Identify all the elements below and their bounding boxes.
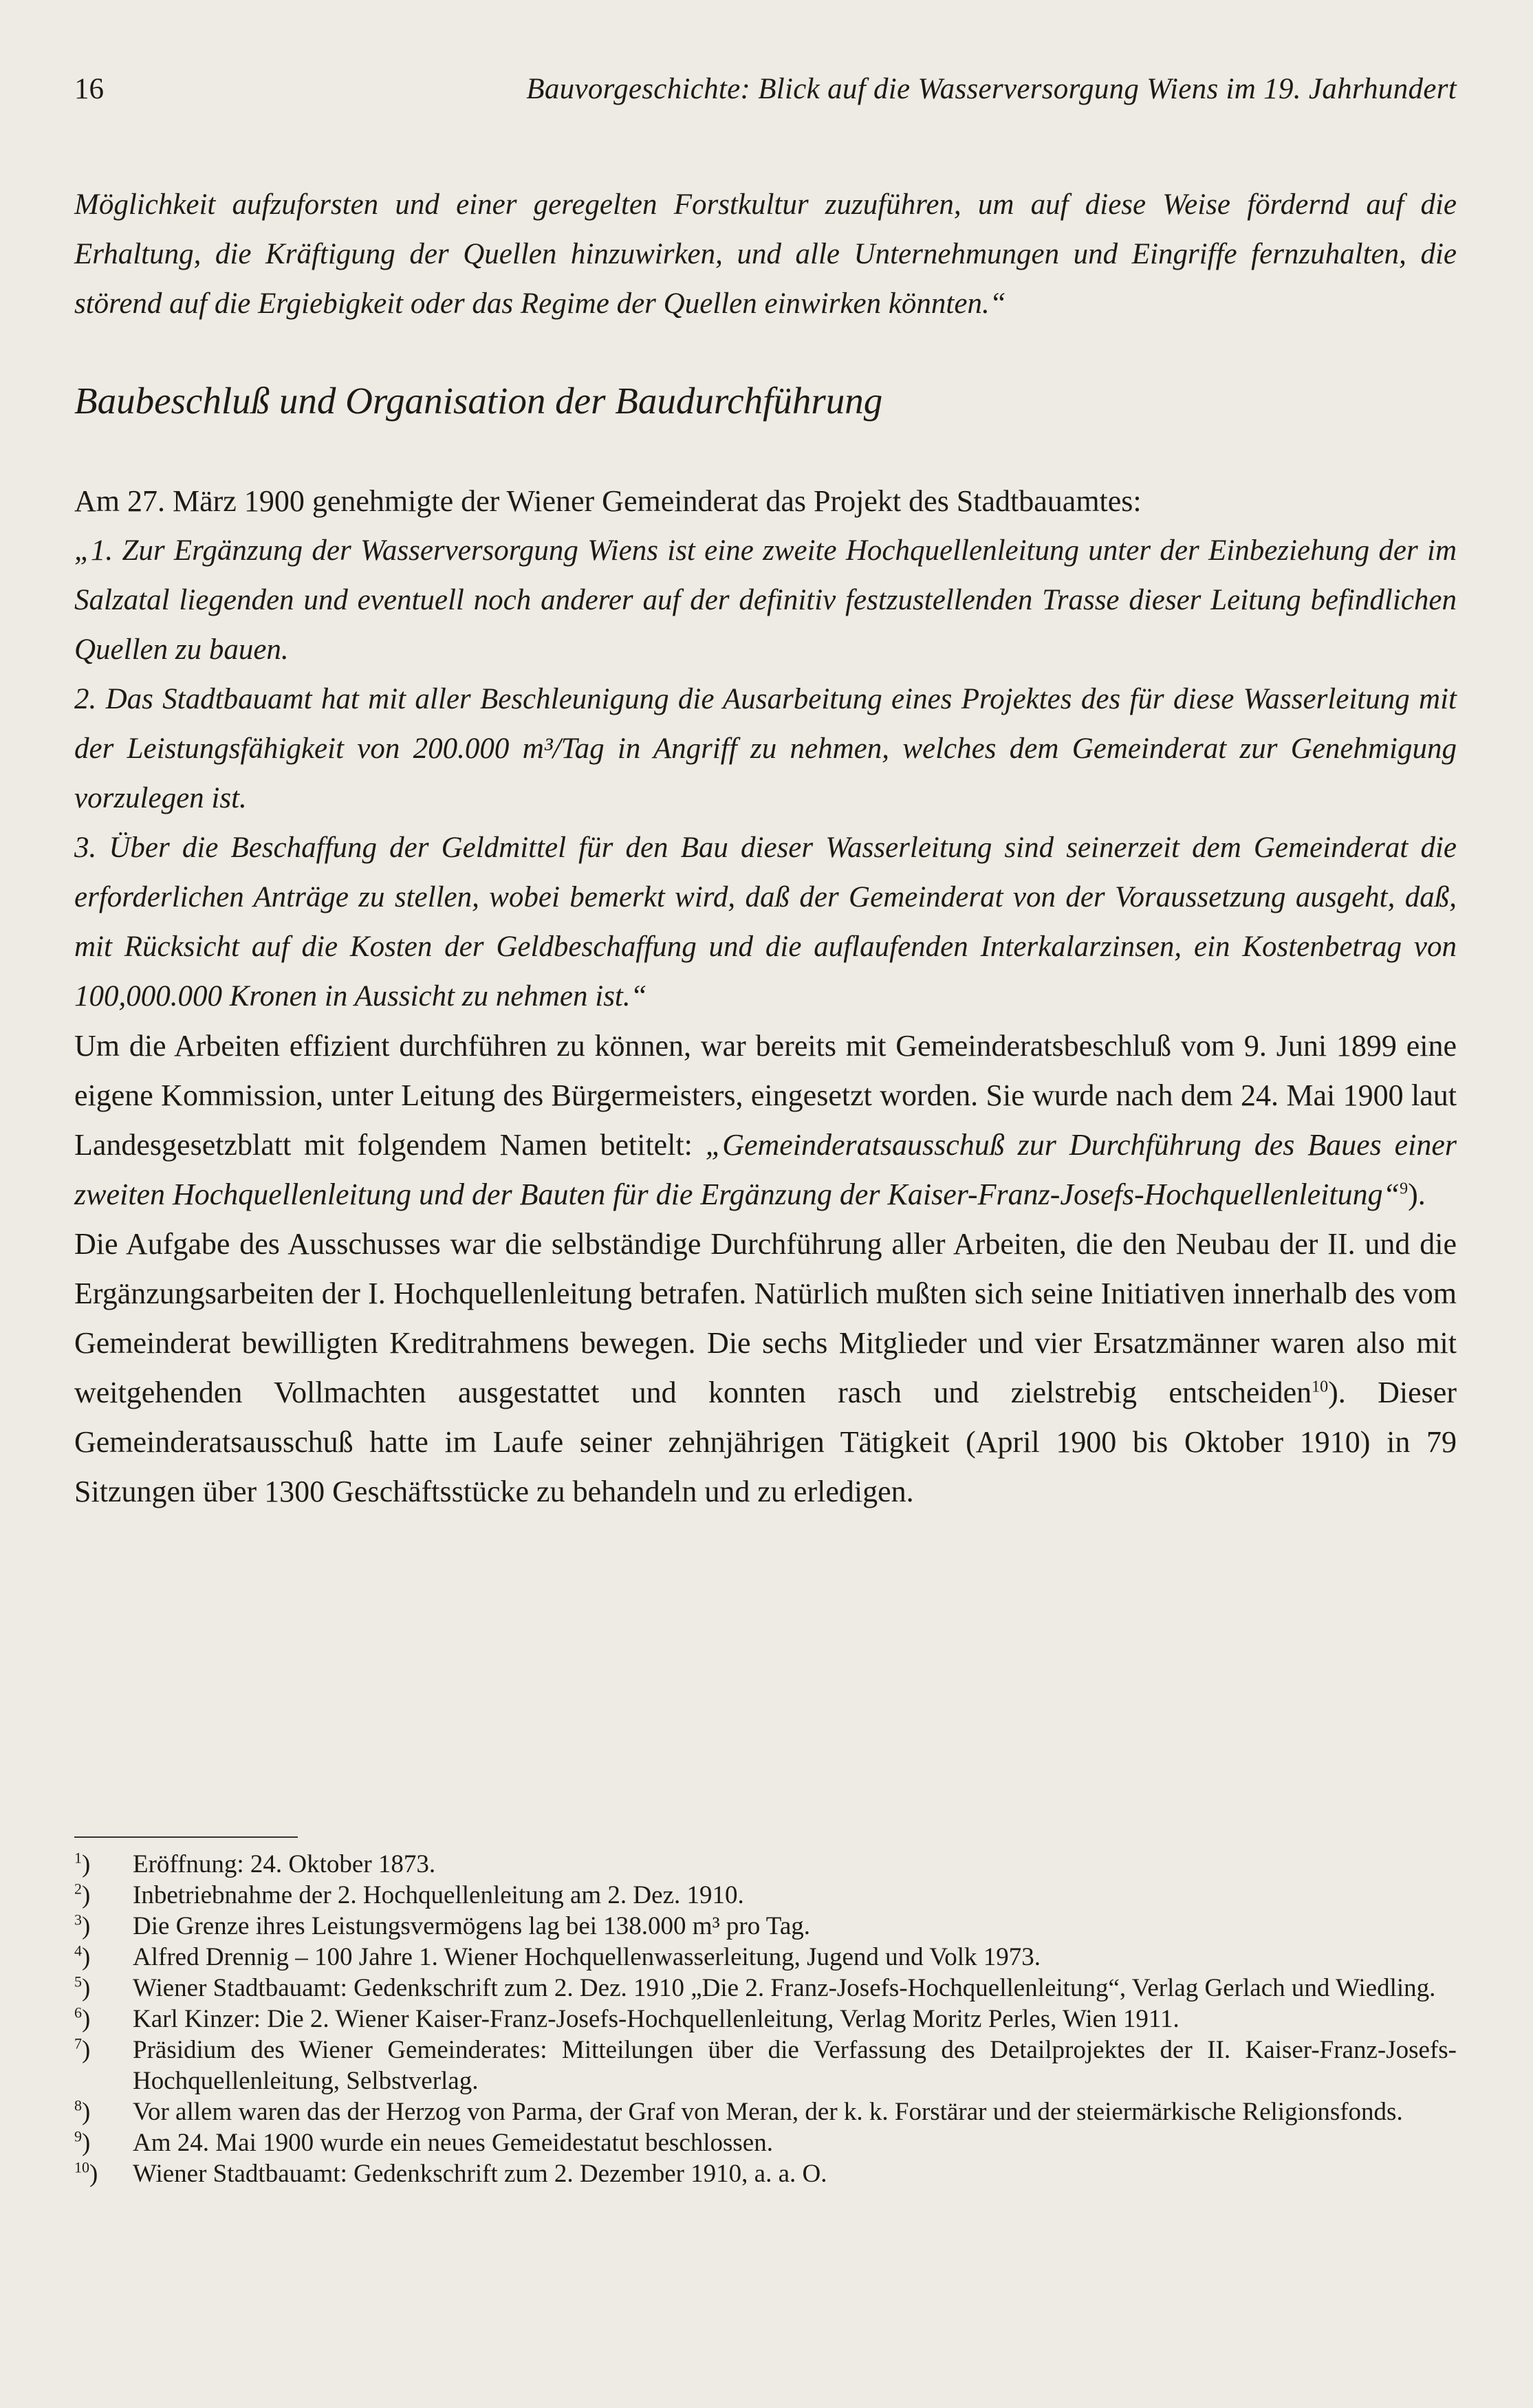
page-number: 16 <box>74 73 104 105</box>
footnote-text: Am 24. Mai 1900 wurde ein neues Gemeidestatut beschlossen. <box>133 2129 773 2157</box>
footnote-text: Karl Kinzer: Die 2. Wiener Kaiser-Franz-Josefs-Hochquellenleitung, Verlag Moritz Perles, Wien 1911. <box>133 2005 1179 2033</box>
footnote-text: Inbetriebnahme der 2. Hochquellenleitung am 2. Dez. 1910. <box>133 1881 744 1909</box>
footnote <box>74 1973 1457 2004</box>
resolution-item-2: 2. Das Stadtbauamt hat mit aller Beschleunigung die Ausarbeitung eines Projektes des für diese Wasserleitung mit der Leistungsfähigkeit von 200.000 m³/Tag in Angriff zu nehmen, welches dem Gemeinderat zur Genehmigung vorzulegen ist. <box>74 683 1457 814</box>
footnote <box>74 2004 1457 2035</box>
resolution-item-3: 3. Über die Beschaffung der Geldmittel für den Bau dieser Wasserleitung sind seinerzeit dem Gemeinderat die erforderlichen Anträge zu stellen, wobei bemerkt wird, daß der Gemeinderat von der Voraussetzung ausgeht, daß, mit Rücksicht auf die Kosten der Geldbeschaffung und die auflaufenden Interkalarzinsen, ein Kostenbetrag von 100,000.000 Kronen in Aussicht zu nehmen ist.“ <box>74 832 1457 1012</box>
footnote-text: Präsidium des Wiener Gemeinderates: Mitteilungen über die Verfassung des Detailprojektes der II. Kaiser-Franz-Josefs-Hochquellenleitung, Selbstverlag. <box>133 2036 1457 2095</box>
footnote <box>74 1880 1457 1911</box>
intro-paragraph: Am 27. März 1900 genehmigte der Wiener Gemeinderat das Projekt des Stadtbauamtes: <box>74 484 1142 518</box>
footnote <box>74 1911 1457 1942</box>
main-text <box>74 180 1457 1517</box>
section-heading: Baubeschluß und Organisation der Baudurchführung <box>74 380 883 422</box>
committee-text-2: ). Dieser Gemeinderatsausschuß hatte im Laufe seiner zehnjährigen Tätigkeit (April 1900 bis Oktober 1910) in 79 Sitzungen über 1300 Geschäftsstücke zu behandeln und zu erledigen. <box>74 1376 1457 1508</box>
footnote-marker: $^7$) <box>74 2035 91 2064</box>
footnote <box>74 1849 1457 1880</box>
running-title: Bauvorgeschichte: Blick auf die Wasserversorgung Wiens im 19. Jahrhundert <box>526 73 1457 105</box>
footnote-ref-10[interactable]: 10 <box>1312 1378 1329 1396</box>
footnote-text: Vor allem waren das der Herzog von Parma, der Graf von Meran, der k. k. Forstärar und der steiermärkische Religionsfonds. <box>133 2098 1403 2126</box>
footnote-marker: $^8$) <box>74 2096 91 2126</box>
footnote <box>74 1942 1457 1973</box>
footnote-marker: $^5$) <box>74 1973 91 2002</box>
resolution-item-1: „1. Zur Ergänzung der Wasserversorgung Wiens ist eine zweite Hochquellenleitung unter der Einbeziehung der im Salzatal liegenden und eventuell noch anderer auf der definitiv festzustellenden Trasse dieser Leitung befindlichen Quellen zu bauen. <box>74 534 1457 666</box>
footnote-marker: $^2$) <box>74 1880 91 1909</box>
footnote-text: Wiener Stadtbauamt: Gedenkschrift zum 2. Dez. 1910 „Die 2. Franz-Josefs-Hochquellenleitung“, Verlag Gerlach und Wiedling. <box>133 1974 1436 2002</box>
commission-tail: ). <box>1408 1178 1426 1211</box>
footnotes <box>74 1849 1457 2189</box>
footnote-ref-9[interactable]: 9 <box>1400 1180 1409 1198</box>
footnote <box>74 2127 1457 2158</box>
footnote-text: Eröffnung: 24. Oktober 1873. <box>133 1850 436 1878</box>
footnote-marker: $^{10}$) <box>74 2158 98 2188</box>
commission-lead: Um die Arbeiten effizient durchführen zu können, war bereits mit Gemeinderatsbeschluß vom 9. Juni 1899 eine eigene Kommission, unter Leitung des Bürgermeisters, eingesetzt worden. Sie wurde nach dem 24. Mai 1900 laut Landesgesetzblatt mit folgendem Namen betitelt: <box>74 1029 1457 1162</box>
footnote-divider <box>74 1836 298 1838</box>
footnote <box>74 2096 1457 2127</box>
quote-continuation: Möglichkeit aufzuforsten und einer geregelten Forstkultur zuzuführen, um auf diese Weise fördernd auf die Erhaltung, die Kräftigung der Quellen hinzuwirken, und alle Unternehmungen und Eingriffe fernzuhalten, die störend auf die Ergiebigkeit oder das Regime der Quellen einwirken könnten.“ <box>74 188 1457 320</box>
footnote-marker: $^6$) <box>74 2004 91 2033</box>
footnote-marker: $^3$) <box>74 1911 91 1940</box>
footnote-marker: $^9$) <box>74 2127 91 2157</box>
footnote-text: Die Grenze ihres Leistungsvermögens lag bei 138.000 m³ pro Tag. <box>133 1912 810 1940</box>
footnote-marker: $^1$) <box>74 1849 91 1878</box>
committee-text-1: Die Aufgabe des Ausschusses war die selbständige Durchführung aller Arbeiten, die den Neubau der II. und die Ergänzungsarbeiten der I. Hochquellenleitung betrafen. Natürlich mußten sich seine Initiativen innerhalb des vom Gemeinderat bewilligten Kreditrahmens bewegen. Die sechs Mitglieder und vier Ersatzmänner waren also mit weitgehenden Vollmachten ausgestattet und konnten rasch und zielstrebig entscheiden <box>74 1227 1457 1409</box>
commission-name: „Gemeinderatsausschuß zur Durchführung des Baues einer zweiten Hochquellenleitung und der Bauten für die Ergänzung der Kaiser-Franz-Josefs-Hochquellenleitung“ <box>74 1128 1457 1211</box>
footnote-text: Wiener Stadtbauamt: Gedenkschrift zum 2. Dezember 1910, a. a. O. <box>133 2160 827 2188</box>
footnote <box>74 2158 1457 2189</box>
commission-paragraph <box>74 1021 1457 1219</box>
footnote-marker: $^4$) <box>74 1942 91 1971</box>
footnote-text: Alfred Drennig – 100 Jahre 1. Wiener Hochquellenwasserleitung, Jugend und Volk 1973. <box>133 1943 1041 1971</box>
committee-paragraph <box>74 1219 1457 1517</box>
footnote <box>74 2035 1457 2096</box>
